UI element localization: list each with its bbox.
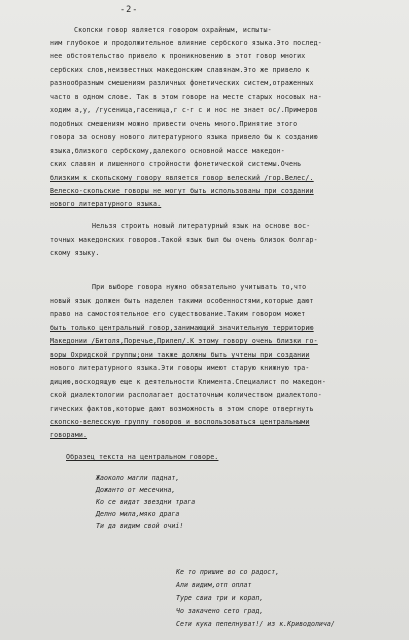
text-line: При выборе говора нужно обязательно учитывать то,что bbox=[92, 283, 307, 291]
text-line: нее обстоятельство привело к проникновению в этот говор многих bbox=[50, 52, 306, 60]
text-line: языка,близкого сербскому,далекого основной массе македон- bbox=[50, 147, 285, 155]
text-line: Нельзя строить новый литературный язык на основе вос- bbox=[92, 222, 311, 230]
text-line: гических фактов,которые дают возможность в этом споре отвергнуть bbox=[50, 405, 314, 413]
text-line: воры Охридской группы;они также должны быть учтены при создании bbox=[50, 351, 310, 359]
text-line: быть только центральный говор,занимающий значительную территорию bbox=[50, 324, 314, 332]
page-number: -2- bbox=[120, 5, 139, 15]
text-line: говора за основу нового литературного языка привело бы к созданию bbox=[50, 133, 318, 141]
poem-line: Дожанто от месечина, bbox=[96, 486, 176, 494]
text-line: точных македонских говоров.Такой язык был бы очень близок болгар- bbox=[50, 236, 318, 244]
text-line: Велеско-скопьские говоры не могут быть использованы при создании bbox=[50, 187, 314, 195]
poem-line: Жаоколо магли паднат, bbox=[96, 474, 180, 482]
text-line: ских славян и лишенного стройности фонетической системы.Очень bbox=[50, 160, 302, 168]
text-line: ской диалектологии располагает достаточным количеством диалектоло- bbox=[50, 391, 322, 399]
text-line: право на самостоятельное его существование.Таким говором может bbox=[50, 310, 306, 318]
poem-line: Ко се видат звездни трага bbox=[96, 498, 196, 506]
text-line: подобных смешениям можно привести очень много.Принятие этого bbox=[50, 120, 298, 128]
poem-line: Сети кука пепелнуват!/ из к.Криводолича/ bbox=[176, 620, 335, 628]
text-line: новый язык должен быть наделен такими особенностями,которые дают bbox=[50, 297, 314, 305]
text-line: говорами. bbox=[50, 431, 88, 439]
text-line: нового литературного языка.Эти говоры имеют старую книжную тра- bbox=[50, 364, 310, 372]
poem-line: Ке то пришие во со радост, bbox=[176, 568, 280, 576]
text-line: скому языку. bbox=[50, 249, 100, 257]
text-line: близким к скопьскому говору является говор велеский /гор.Велес/. bbox=[50, 174, 314, 182]
poem-line: Чо закачено сето град, bbox=[176, 607, 264, 615]
text-line: скопско-велесскую группу говоров и воспользоваться центральными bbox=[50, 418, 310, 426]
poem-line: Али видим,отп оплат bbox=[176, 581, 252, 589]
text-line: Македонии /Битоля,Поречье,Прилеп/.К этому говору очень близки го- bbox=[50, 337, 318, 345]
poem-line: Туре свиа три и корап, bbox=[176, 594, 264, 602]
text-line: нового литературного языка. bbox=[50, 200, 162, 208]
text-line: дицию,восходящую еще к деятельности Климента.Специалист по македон- bbox=[50, 378, 327, 386]
text-line: часто в одном слове. Так в этом говоре на месте старых носовых на- bbox=[50, 93, 322, 101]
sample-heading: Образец текста на центральном говоре. bbox=[66, 453, 219, 461]
poem-line: Делно мила,мяко драга bbox=[96, 510, 180, 518]
text-line: ним глубокое и продолжительное влияние сербского языка.Это послед- bbox=[50, 39, 322, 47]
text-line: сербских слов,неизвестных македонским славянам.Это же привело к bbox=[50, 66, 310, 74]
text-line: ходим а,у, /гусеница,гасеница,г с-г с и нос не знает ос/.Примеров bbox=[50, 106, 318, 114]
text-line: разнообразным смешениям различных фонетических систем,отраженных bbox=[50, 79, 314, 87]
text-line: Скопски говор является говором охрайным, испыты- bbox=[74, 26, 272, 34]
poem-line: Ти да видим свой очиі! bbox=[96, 522, 184, 530]
